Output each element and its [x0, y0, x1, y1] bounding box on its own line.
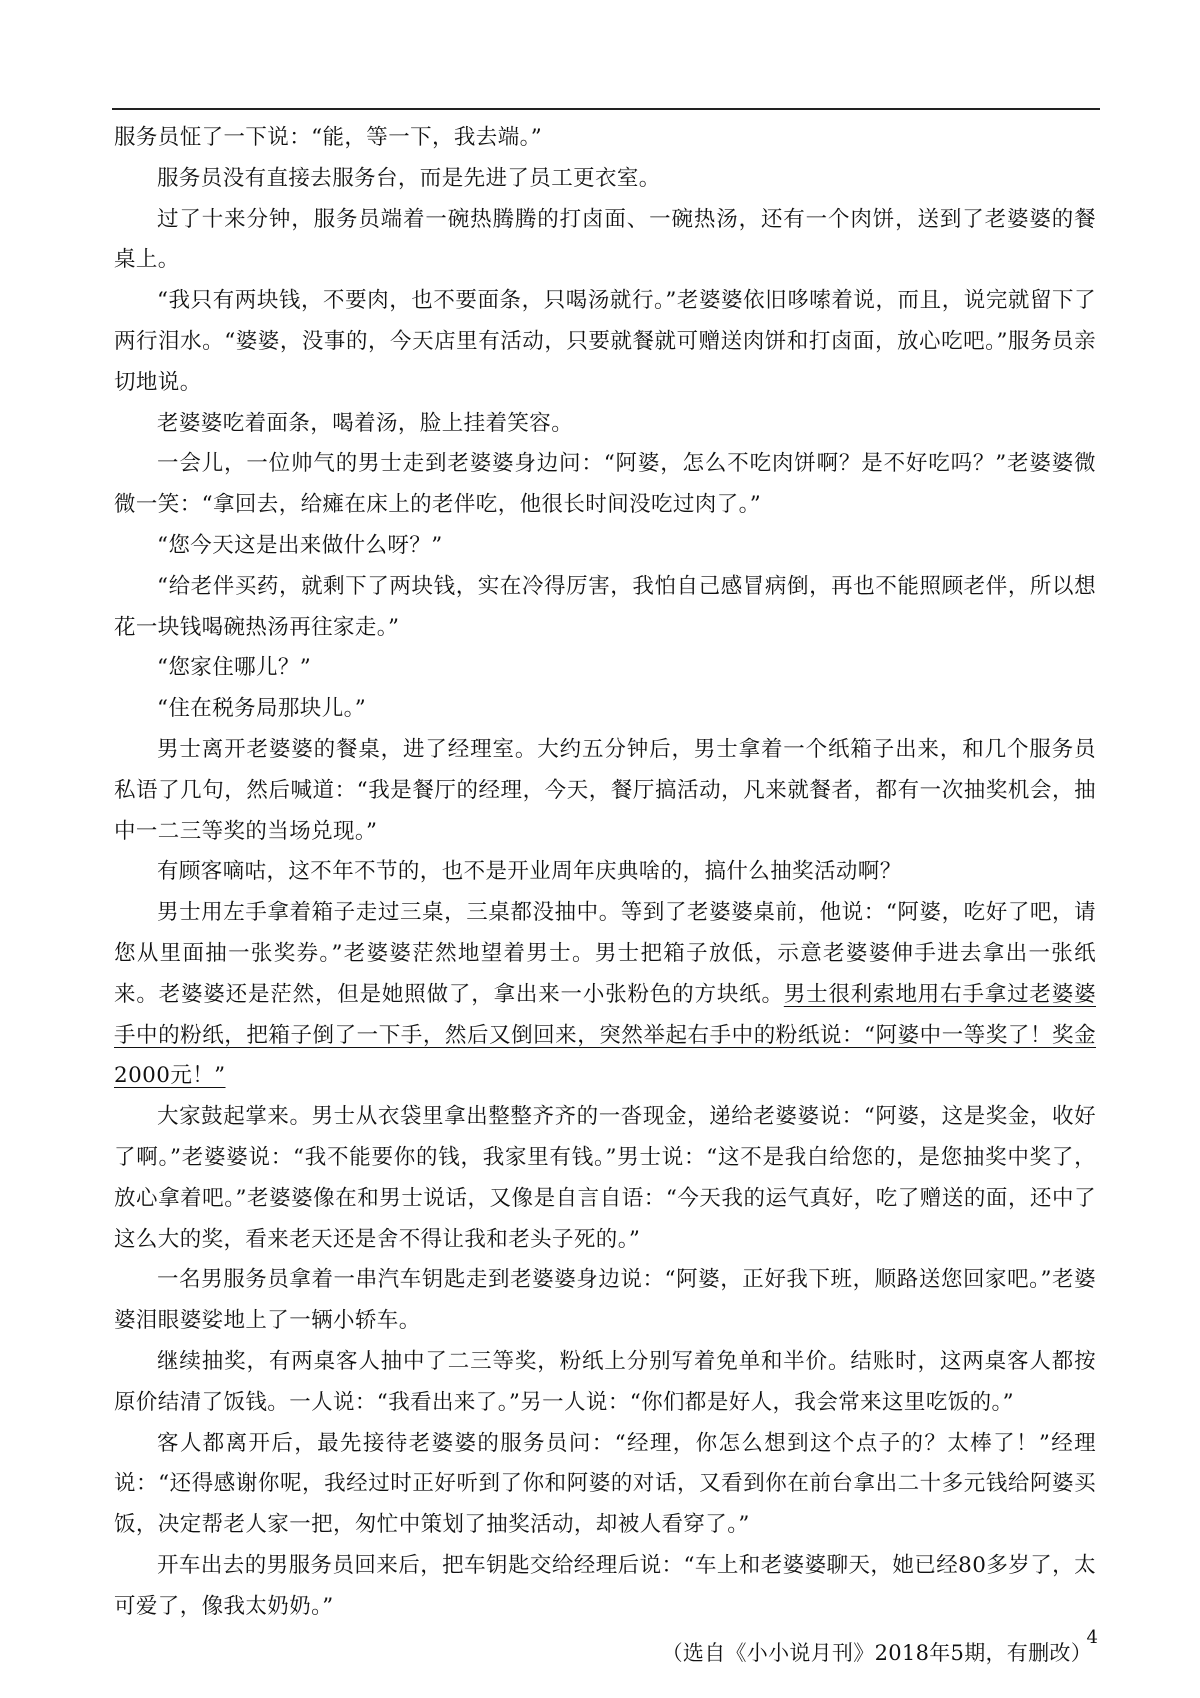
header-rule [112, 108, 1100, 110]
underlined-passage: 男士很利索地用右手拿过老婆婆手中的粉纸，把箱子倒了一下手，然后又倒回来，突然举起右手中的粉纸说：“阿婆中一等奖了！奖金2000元！” [114, 981, 1096, 1089]
paragraph [114, 893, 1096, 1097]
source-citation: （选自《小小说月刊》2018年5期，有删改） [661, 1641, 1092, 1666]
paragraph: 男士离开老婆婆的餐桌，进了经理室。大约五分钟后，男士拿着一个纸箱子出来，和几个服务员私语了几句，然后喊道：“我是餐厅的经理，今天，餐厅搞活动，凡来就餐者，都有一次抽奖机会，抽中一二三等奖的当场兑现。” [114, 736, 1096, 844]
paragraph: 客人都离开后，最先接待老婆婆的服务员问：“经理，你怎么想到这个点子的？太棒了！”经理说：“还得感谢你呢，我经过时正好听到了你和阿婆的对话，又看到你在前台拿出二十多元钱给阿婆买饭，决定帮老人家一把，匆忙中策划了抽奖活动，却被人看穿了。” [114, 1430, 1096, 1538]
paragraph: 服务员没有直接去服务台，而是先进了员工更衣室。 [157, 165, 661, 191]
paragraph: “您家住哪儿？” [157, 655, 312, 681]
paragraph: “住在税务局那块儿。” [157, 696, 367, 722]
paragraph: 大家鼓起掌来。男士从衣袋里拿出整整齐齐的一沓现金，递给老婆婆说：“阿婆，这是奖金，收好了啊。”老婆婆说：“我不能要你的钱，我家里有钱。”男士说：“这不是我白给您的，是您抽奖中奖了，放心拿着吧。”老婆婆像在和男士说话，又像是自言自语：“今天我的运气真好，吃了赠送的面，还中了这么大的奖，看来老天还是舍不得让我和老头子死的。” [114, 1104, 1096, 1252]
paragraph: “您今天这是出来做什么呀？” [157, 532, 443, 558]
paragraph: 开车出去的男服务员回来后，把车钥匙交给经理后说：“车上和老婆婆聊天，她已经80多岁了，太可爱了，像我太奶奶。” [114, 1552, 1096, 1619]
paragraph: 继续抽奖，有两桌客人抽中了二三等奖，粉纸上分别写着免单和半价。结账时，这两桌客人都按原价结清了饭钱。一人说：“我看出来了。”另一人说：“你们都是好人，我会常来这里吃饭的。” [114, 1348, 1096, 1415]
paragraph: 有顾客嘀咕，这不年不节的，也不是开业周年庆典啥的，搞什么抽奖活动啊？ [157, 859, 902, 885]
paragraph-text: 男士用左手拿着箱子走过三桌，三桌都没抽中。等到了老婆婆桌前，他说：“阿婆，吃好了吧，请您从里面抽一张奖券。”老婆婆茫然地望着男士。男士把箱子放低，示意老婆婆伸手进去拿出一张纸来。老婆婆还是茫然，但是她照做了，拿出来一小张粉色的方块纸。 [114, 900, 1096, 1007]
page-number: 4 [1086, 1627, 1098, 1648]
paragraph: 一会儿，一位帅气的男士走到老婆婆身边问：“阿婆，怎么不吃肉饼啊？是不好吃吗？”老婆婆微微一笑：“拿回去，给瘫在床上的老伴吃，他很长时间没吃过肉了。” [114, 451, 1096, 518]
paragraph: 过了十来分钟，服务员端着一碗热腾腾的打卤面、一碗热汤，还有一个肉饼，送到了老婆婆的餐桌上。 [114, 206, 1096, 273]
paragraph: 一名男服务员拿着一串汽车钥匙走到老婆婆身边说：“阿婆，正好我下班，顺路送您回家吧。”老婆婆泪眼婆娑地上了一辆小轿车。 [114, 1267, 1096, 1334]
story-text [114, 118, 1096, 1673]
paragraph: 服务员怔了一下说：“能，等一下，我去端。” [114, 125, 543, 150]
paragraph: “我只有两块钱，不要肉，也不要面条，只喝汤就行。”老婆婆依旧哆嗦着说，而且，说完就留下了两行泪水。“婆婆，没事的，今天店里有活动，只要就餐就可赠送肉饼和打卤面，放心吃吧。”服务员亲切地说。 [114, 288, 1096, 395]
paragraph: “给老伴买药，就剩下了两块钱，实在冷得厉害，我怕自己感冒病倒，再也不能照顾老伴，所以想花一块钱喝碗热汤再往家走。” [114, 573, 1096, 640]
paragraph: 老婆婆吃着面条，喝着汤，脸上挂着笑容。 [157, 410, 574, 436]
